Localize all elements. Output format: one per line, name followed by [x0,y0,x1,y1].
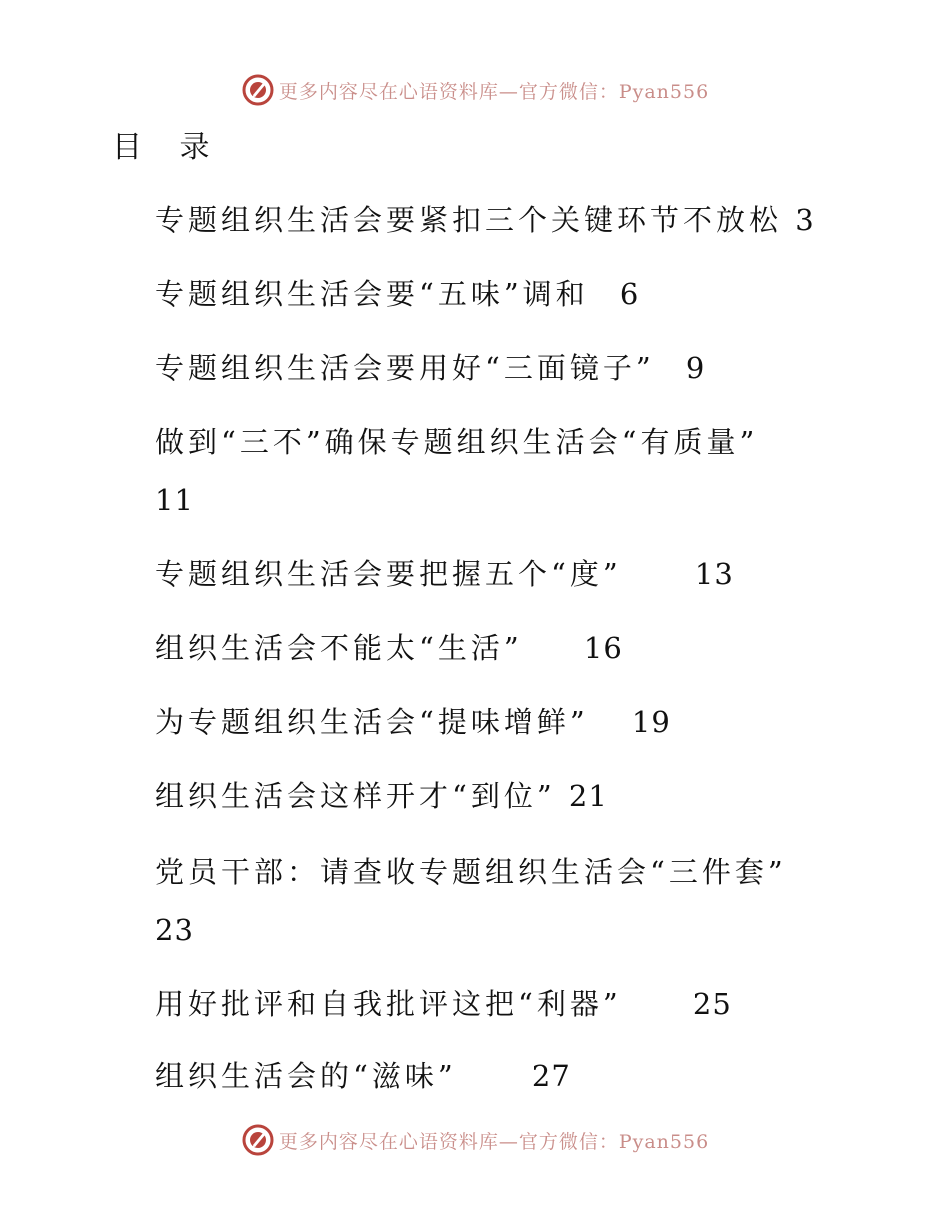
toc-entry-title: 组织生活会的“滋味” [155,1059,457,1093]
toc-entry-title: 党员干部：请查收专题组织生活会“三件套” [155,855,787,889]
toc-entry-page: 23 [155,913,194,947]
toc-entry[interactable] [155,852,787,892]
toc-entry-page: 19 [631,705,671,739]
toc-entry-page: 21 [568,779,608,813]
toc-entry-page: 11 [155,483,194,517]
toc-entry-page: 13 [694,557,734,591]
toc-entry-page: 25 [692,987,732,1021]
toc-title: 目 录 [112,130,224,165]
toc-entry[interactable] [155,554,734,594]
toc-entry-title: 组织生活会这样开才“到位” [155,779,556,813]
toc-entry[interactable] [155,200,815,240]
toc-entry-page: 3 [795,203,815,237]
toc-entry-title: 用好批评和自我批评这把“利器” [155,987,622,1021]
header-banner-text: 更多内容尽在心语资料库—官方微信：Pyan556 [278,80,710,103]
toc-entry-page: 16 [583,631,623,665]
toc-entry-page: 27 [531,1059,571,1093]
toc-entry[interactable] [155,628,623,668]
toc-entry[interactable] [155,422,758,462]
toc-entry-title: 组织生活会不能太“生活” [155,631,523,665]
toc-entry-title: 做到“三不”确保专题组织生活会“有质量” [155,425,759,459]
toc-entry-title: 专题组织生活会要“五味”调和 [155,277,589,311]
toc-entry-page: 9 [685,351,706,385]
toc-entry[interactable] [155,274,639,314]
toc-entry-page: 6 [619,277,640,311]
toc-entry[interactable] [155,984,732,1024]
toc-entry-title: 专题组织生活会要紧扣三个关键环节不放松 [155,203,783,237]
toc-entry[interactable] [155,702,671,742]
toc-entry-title: 专题组织生活会要用好“三面镜子” [155,351,655,385]
pen-nib-logo-icon [241,1123,275,1157]
footer-banner [0,1120,950,1160]
footer-banner-text: 更多内容尽在心语资料库—官方微信：Pyan556 [278,1130,710,1153]
toc-entry-title: 为专题组织生活会“提味增鲜” [155,705,589,739]
toc-entry-title: 专题组织生活会要把握五个“度” [155,557,622,591]
toc-entry[interactable] [155,1056,571,1096]
toc-entry[interactable] [155,348,705,388]
toc-entry[interactable] [155,776,608,816]
